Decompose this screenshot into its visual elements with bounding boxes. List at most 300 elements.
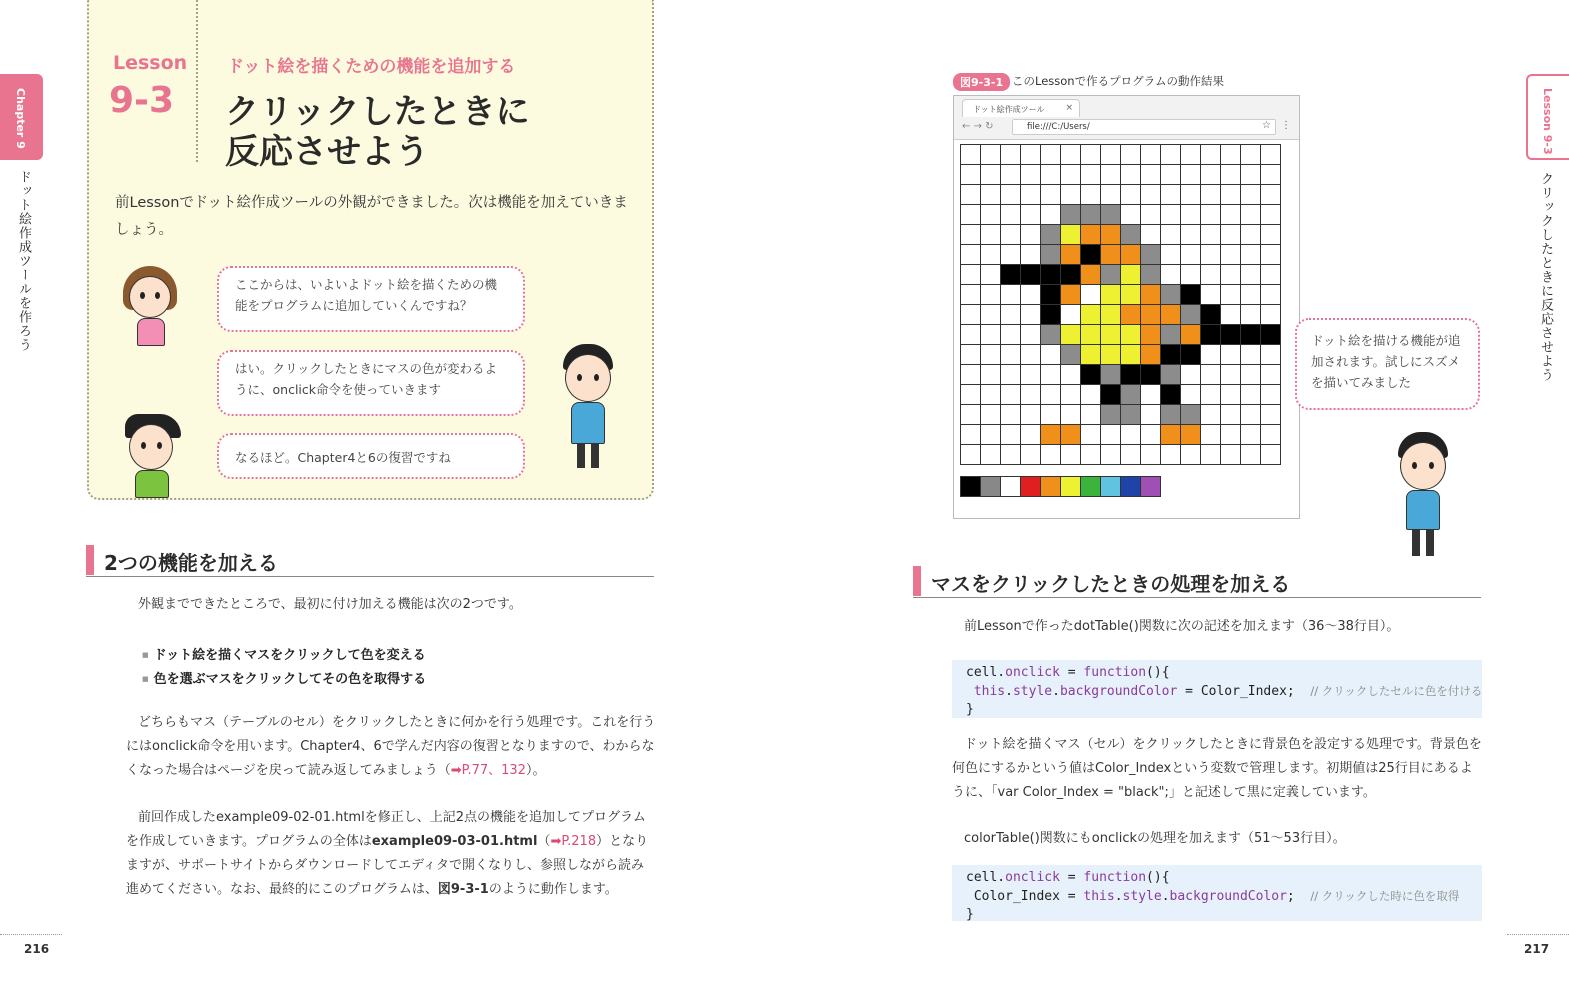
grid-cell[interactable]	[1221, 425, 1241, 445]
grid-cell[interactable]	[1161, 145, 1181, 165]
grid-cell[interactable]	[1181, 265, 1201, 285]
grid-cell[interactable]	[1061, 225, 1081, 245]
grid-cell[interactable]	[1121, 245, 1141, 265]
grid-cell[interactable]	[981, 365, 1001, 385]
grid-cell[interactable]	[1081, 405, 1101, 425]
palette-swatch[interactable]	[1081, 477, 1101, 497]
grid-cell[interactable]	[1181, 245, 1201, 265]
grid-cell[interactable]	[1101, 325, 1121, 345]
grid-cell[interactable]	[1161, 225, 1181, 245]
grid-cell[interactable]	[1241, 305, 1261, 325]
grid-cell[interactable]	[1021, 325, 1041, 345]
grid-cell[interactable]	[981, 285, 1001, 305]
page-reference-link[interactable]: ➡P.77、132	[450, 763, 526, 778]
grid-cell[interactable]	[1061, 325, 1081, 345]
grid-cell[interactable]	[1201, 305, 1221, 325]
palette-swatch[interactable]	[1141, 477, 1161, 497]
grid-cell[interactable]	[1001, 165, 1021, 185]
grid-cell[interactable]	[1121, 265, 1141, 285]
grid-cell[interactable]	[1141, 145, 1161, 165]
grid-cell[interactable]	[1241, 365, 1261, 385]
grid-cell[interactable]	[1001, 405, 1021, 425]
lesson-word: Lesson	[113, 52, 188, 74]
grid-cell[interactable]	[1101, 245, 1121, 265]
grid-cell[interactable]	[1221, 185, 1241, 205]
grid-cell[interactable]	[1241, 165, 1261, 185]
grid-cell[interactable]	[1241, 205, 1261, 225]
grid-cell[interactable]	[1121, 425, 1141, 445]
grid-cell[interactable]	[1141, 385, 1161, 405]
grid-cell[interactable]	[1181, 165, 1201, 185]
grid-cell[interactable]	[1201, 385, 1221, 405]
grid-cell[interactable]	[1201, 445, 1221, 465]
grid-cell[interactable]	[1081, 305, 1101, 325]
grid-cell[interactable]	[1021, 145, 1041, 165]
grid-cell[interactable]	[981, 185, 1001, 205]
code-block	[952, 865, 1482, 921]
grid-cell[interactable]	[1261, 385, 1281, 405]
grid-cell[interactable]	[1101, 305, 1121, 325]
grid-cell[interactable]	[1001, 325, 1021, 345]
grid-cell[interactable]	[1001, 305, 1021, 325]
grid-cell[interactable]	[1221, 325, 1241, 345]
grid-cell[interactable]	[1261, 285, 1281, 305]
palette-swatch[interactable]	[1001, 477, 1021, 497]
grid-cell[interactable]	[981, 245, 1001, 265]
palette-swatch[interactable]	[1061, 477, 1081, 497]
lesson-divider	[196, 0, 198, 162]
code-comment: // クリックした時に色を取得	[1310, 889, 1460, 903]
grid-cell[interactable]	[961, 185, 981, 205]
grid-cell[interactable]	[1101, 225, 1121, 245]
grid-cell[interactable]	[1141, 445, 1161, 465]
grid-cell[interactable]	[1021, 405, 1041, 425]
grid-cell[interactable]	[1061, 285, 1081, 305]
grid-cell[interactable]	[1001, 205, 1021, 225]
grid-cell[interactable]	[1041, 285, 1061, 305]
grid-cell[interactable]	[1101, 145, 1121, 165]
page-reference-link[interactable]: ➡P.218	[550, 834, 597, 849]
grid-cell[interactable]	[1141, 225, 1161, 245]
browser-tab[interactable]	[962, 99, 1080, 117]
grid-cell[interactable]	[981, 345, 1001, 365]
grid-cell[interactable]	[1181, 345, 1201, 365]
grid-cell[interactable]	[1121, 405, 1141, 425]
grid-cell[interactable]	[1041, 265, 1061, 285]
code-comment: // クリックしたセルに色を付ける	[1310, 684, 1483, 698]
grid-cell[interactable]	[1041, 205, 1061, 225]
grid-cell[interactable]	[961, 425, 981, 445]
grid-cell[interactable]	[1061, 385, 1081, 405]
grid-cell[interactable]	[1141, 185, 1161, 205]
grid-cell[interactable]	[1261, 165, 1281, 185]
grid-cell[interactable]	[961, 285, 981, 305]
grid-cell[interactable]	[1061, 165, 1081, 185]
grid-cell[interactable]	[1121, 185, 1141, 205]
grid-cell[interactable]	[961, 245, 981, 265]
grid-cell[interactable]	[1121, 145, 1141, 165]
reload-icon[interactable]: ↻	[985, 121, 994, 132]
section-heading-text: 2つの機能を加える	[104, 551, 278, 575]
grid-cell[interactable]	[1101, 445, 1121, 465]
grid-cell[interactable]	[1181, 285, 1201, 305]
grid-cell[interactable]	[1221, 285, 1241, 305]
star-icon[interactable]: ☆	[1262, 120, 1271, 131]
lesson-side-title: クリックしたときに反応させよう	[1538, 172, 1553, 382]
grid-cell[interactable]	[1141, 305, 1161, 325]
code-block	[952, 660, 1482, 718]
grid-cell[interactable]	[1201, 365, 1221, 385]
grid-cell[interactable]	[1141, 265, 1161, 285]
palette-swatch[interactable]	[1021, 477, 1041, 497]
grid-cell[interactable]	[981, 325, 1001, 345]
grid-cell[interactable]	[1161, 365, 1181, 385]
grid-cell[interactable]	[1241, 345, 1261, 365]
grid-cell[interactable]	[1161, 345, 1181, 365]
grid-cell[interactable]	[1241, 405, 1261, 425]
grid-cell[interactable]	[981, 145, 1001, 165]
grid-cell[interactable]	[1261, 325, 1281, 345]
grid-cell[interactable]	[1241, 425, 1261, 445]
lesson-tab-label: Lesson 9-3	[1541, 88, 1554, 155]
grid-cell[interactable]	[1021, 285, 1041, 305]
grid-cell[interactable]	[1181, 445, 1201, 465]
grid-cell[interactable]	[961, 385, 981, 405]
menu-icon[interactable]: ⋮	[1281, 120, 1291, 131]
grid-cell[interactable]	[1221, 205, 1241, 225]
grid-cell[interactable]	[1181, 305, 1201, 325]
grid-cell[interactable]	[1221, 405, 1241, 425]
paragraph-text: ）となりますが、サポートサイトからダウンロードしてエディタで開くなりし、参照しながら読み進めてください。なお、最終的にこのプログラムは、	[126, 834, 649, 897]
grid-cell[interactable]	[1261, 345, 1281, 365]
grid-cell[interactable]	[1001, 265, 1021, 285]
grid-cell[interactable]	[1161, 445, 1181, 465]
grid-cell[interactable]	[1221, 345, 1241, 365]
grid-cell[interactable]	[1261, 425, 1281, 445]
paragraph-text: のように動作します。	[488, 882, 618, 897]
grid-cell[interactable]	[1081, 445, 1101, 465]
grid-cell[interactable]	[1221, 265, 1241, 285]
grid-cell[interactable]	[961, 225, 981, 245]
grid-cell[interactable]	[1181, 385, 1201, 405]
grid-cell[interactable]	[1041, 185, 1061, 205]
grid-cell[interactable]	[961, 305, 981, 325]
grid-cell[interactable]	[1261, 265, 1281, 285]
grid-cell[interactable]	[1081, 365, 1101, 385]
grid-cell[interactable]	[1121, 385, 1141, 405]
grid-cell[interactable]	[1181, 325, 1201, 345]
grid-cell[interactable]	[1161, 405, 1181, 425]
grid-cell[interactable]	[981, 205, 1001, 225]
paragraph	[126, 806, 656, 902]
grid-cell[interactable]	[1041, 345, 1061, 365]
grid-cell[interactable]	[1161, 245, 1181, 265]
grid-cell[interactable]	[1261, 245, 1281, 265]
grid-cell[interactable]	[961, 405, 981, 425]
grid-cell[interactable]	[961, 145, 981, 165]
grid-cell[interactable]	[1081, 145, 1101, 165]
page-divider	[1507, 934, 1569, 935]
grid-cell[interactable]	[1241, 325, 1261, 345]
grid-cell[interactable]	[1121, 165, 1141, 185]
grid-cell[interactable]	[1061, 445, 1081, 465]
file-name: example09-03-01.html	[371, 834, 538, 849]
grid-cell[interactable]	[981, 385, 1001, 405]
grid-cell[interactable]	[1141, 405, 1161, 425]
address-text: file:///C:/Users/	[1027, 122, 1090, 132]
grid-cell[interactable]	[1081, 285, 1101, 305]
palette-swatch[interactable]	[1121, 477, 1141, 497]
grid-cell[interactable]	[1121, 205, 1141, 225]
grid-cell[interactable]	[1041, 365, 1061, 385]
grid-cell[interactable]	[1241, 265, 1261, 285]
grid-cell[interactable]	[1241, 185, 1261, 205]
grid-cell[interactable]	[1021, 225, 1041, 245]
grid-cell[interactable]	[1001, 145, 1021, 165]
grid-cell[interactable]	[961, 325, 981, 345]
grid-cell[interactable]	[981, 265, 1001, 285]
grid-cell[interactable]	[1121, 345, 1141, 365]
grid-cell[interactable]	[1001, 365, 1021, 385]
grid-cell[interactable]	[1101, 405, 1121, 425]
grid-cell[interactable]	[1021, 185, 1041, 205]
grid-cell[interactable]	[1081, 385, 1101, 405]
grid-cell[interactable]	[1041, 385, 1061, 405]
grid-cell[interactable]	[1241, 445, 1261, 465]
grid-cell[interactable]	[1261, 305, 1281, 325]
grid-cell[interactable]	[1181, 405, 1201, 425]
lesson-subtitle: ドット絵を描くための機能を追加する	[227, 57, 516, 77]
grid-cell[interactable]	[1141, 245, 1161, 265]
code-line: cell.onclick = function(){	[966, 870, 1170, 885]
grid-cell[interactable]	[1041, 325, 1061, 345]
grid-cell[interactable]	[1101, 385, 1121, 405]
grid-cell[interactable]	[1021, 425, 1041, 445]
grid-cell[interactable]	[1061, 365, 1081, 385]
grid-cell[interactable]	[961, 165, 981, 185]
grid-cell[interactable]	[1201, 245, 1221, 265]
grid-cell[interactable]	[1101, 265, 1121, 285]
grid-cell[interactable]	[1141, 325, 1161, 345]
grid-cell[interactable]	[1081, 225, 1101, 245]
grid-cell[interactable]	[1021, 365, 1041, 385]
grid-cell[interactable]	[981, 165, 1001, 185]
grid-cell[interactable]	[1001, 445, 1021, 465]
grid-cell[interactable]	[1041, 405, 1061, 425]
grid-cell[interactable]	[1201, 145, 1221, 165]
grid-cell[interactable]	[1201, 165, 1221, 185]
grid-cell[interactable]	[1201, 225, 1221, 245]
grid-cell[interactable]	[1161, 425, 1181, 445]
grid-cell[interactable]	[1261, 145, 1281, 165]
grid-cell[interactable]	[1081, 245, 1101, 265]
grid-cell[interactable]	[1121, 325, 1141, 345]
address-bar[interactable]	[1012, 119, 1276, 135]
grid-cell[interactable]	[1261, 225, 1281, 245]
grid-cell[interactable]	[1041, 165, 1061, 185]
grid-cell[interactable]	[1201, 325, 1221, 345]
grid-cell[interactable]	[1041, 425, 1061, 445]
grid-cell[interactable]	[1061, 305, 1081, 325]
grid-cell[interactable]	[1161, 385, 1181, 405]
grid-cell[interactable]	[981, 405, 1001, 425]
grid-cell[interactable]	[1061, 345, 1081, 365]
speech-bubble: なるほど。Chapter4と6の復習ですね	[217, 433, 525, 479]
grid-cell[interactable]	[1101, 185, 1121, 205]
paragraph-text: （	[537, 834, 551, 849]
grid-cell[interactable]	[1161, 305, 1181, 325]
grid-cell[interactable]	[1061, 245, 1081, 265]
grid-cell[interactable]	[1021, 165, 1041, 185]
grid-cell[interactable]	[1201, 405, 1221, 425]
grid-cell[interactable]	[1021, 265, 1041, 285]
grid-cell[interactable]	[1201, 345, 1221, 365]
grid-cell[interactable]	[1041, 305, 1061, 325]
grid-cell[interactable]	[1241, 145, 1261, 165]
browser-window	[953, 95, 1300, 519]
grid-cell[interactable]	[1081, 185, 1101, 205]
grid-cell[interactable]	[1061, 405, 1081, 425]
grid-cell[interactable]	[1121, 225, 1141, 245]
grid-cell[interactable]	[1061, 205, 1081, 225]
grid-cell[interactable]	[1241, 385, 1261, 405]
grid-cell[interactable]	[1021, 385, 1041, 405]
code-line: Color_Index = this.style.backgroundColor; // クリックした時に色を取得	[966, 889, 1460, 904]
grid-cell[interactable]	[1181, 205, 1201, 225]
grid-cell[interactable]	[1201, 205, 1221, 225]
grid-cell[interactable]	[1261, 405, 1281, 425]
grid-cell[interactable]	[1081, 325, 1101, 345]
grid-cell[interactable]	[1061, 185, 1081, 205]
grid-cell[interactable]	[1261, 185, 1281, 205]
grid-cell[interactable]	[961, 365, 981, 385]
grid-cell[interactable]	[1221, 165, 1241, 185]
grid-cell[interactable]	[961, 445, 981, 465]
grid-cell[interactable]	[1021, 345, 1041, 365]
grid-cell[interactable]	[1141, 165, 1161, 185]
grid-cell[interactable]	[1221, 385, 1241, 405]
grid-cell[interactable]	[1201, 285, 1221, 305]
grid-cell[interactable]	[1001, 185, 1021, 205]
grid-cell[interactable]	[1021, 445, 1041, 465]
grid-cell[interactable]	[1181, 145, 1201, 165]
grid-cell[interactable]	[1161, 325, 1181, 345]
forward-icon[interactable]: →	[973, 121, 982, 132]
paragraph	[126, 711, 656, 783]
grid-cell[interactable]	[1241, 285, 1261, 305]
grid-cell[interactable]	[1061, 145, 1081, 165]
grid-cell[interactable]	[1181, 185, 1201, 205]
lesson-box	[87, 0, 654, 500]
grid-cell[interactable]	[1121, 365, 1141, 385]
grid-cell[interactable]	[1221, 365, 1241, 385]
grid-cell[interactable]	[1081, 345, 1101, 365]
grid-cell[interactable]	[1161, 185, 1181, 205]
grid-cell[interactable]	[1001, 425, 1021, 445]
grid-cell[interactable]	[1061, 425, 1081, 445]
grid-cell[interactable]	[1021, 305, 1041, 325]
grid-cell[interactable]	[1001, 225, 1021, 245]
grid-cell[interactable]	[981, 305, 1001, 325]
paragraph: colorTable()関数にもonclickの処理を加えます（51～53行目）。	[964, 831, 1346, 846]
grid-cell[interactable]	[1181, 425, 1201, 445]
grid-cell[interactable]	[1221, 225, 1241, 245]
grid-cell[interactable]	[1201, 185, 1221, 205]
grid-cell[interactable]	[1001, 285, 1021, 305]
grid-cell[interactable]	[1241, 225, 1261, 245]
grid-cell[interactable]	[1221, 445, 1241, 465]
grid-cell[interactable]	[1161, 205, 1181, 225]
palette-swatch[interactable]	[1101, 477, 1121, 497]
grid-cell[interactable]	[1141, 205, 1161, 225]
close-icon[interactable]: ×	[1065, 103, 1073, 113]
grid-cell[interactable]	[1221, 305, 1241, 325]
grid-cell[interactable]	[1221, 145, 1241, 165]
grid-cell[interactable]	[1021, 245, 1041, 265]
palette-swatch[interactable]	[981, 477, 1001, 497]
grid-cell[interactable]	[981, 225, 1001, 245]
grid-cell[interactable]	[1181, 365, 1201, 385]
grid-cell[interactable]	[1161, 265, 1181, 285]
grid-cell[interactable]	[1121, 445, 1141, 465]
grid-cell[interactable]	[1001, 385, 1021, 405]
grid-cell[interactable]	[1141, 425, 1161, 445]
grid-cell[interactable]	[1101, 285, 1121, 305]
grid-cell[interactable]	[1021, 205, 1041, 225]
grid-cell[interactable]	[1261, 365, 1281, 385]
grid-cell[interactable]	[1141, 345, 1161, 365]
grid-cell[interactable]	[1101, 345, 1121, 365]
grid-cell[interactable]	[1081, 205, 1101, 225]
grid-cell[interactable]	[1041, 445, 1061, 465]
grid-cell[interactable]	[1241, 245, 1261, 265]
grid-cell[interactable]	[1081, 265, 1101, 285]
palette-swatch[interactable]	[1041, 477, 1061, 497]
grid-cell[interactable]	[1101, 425, 1121, 445]
grid-cell[interactable]	[1181, 225, 1201, 245]
grid-cell[interactable]	[1161, 165, 1181, 185]
grid-cell[interactable]	[1101, 165, 1121, 185]
palette-swatch[interactable]	[961, 477, 981, 497]
grid-cell[interactable]	[1201, 265, 1221, 285]
grid-cell[interactable]	[1221, 245, 1241, 265]
grid-cell[interactable]	[1041, 225, 1061, 245]
grid-cell[interactable]	[1141, 285, 1161, 305]
back-icon[interactable]: ←	[962, 121, 971, 132]
grid-cell[interactable]	[1201, 425, 1221, 445]
grid-cell[interactable]	[1141, 365, 1161, 385]
grid-cell[interactable]	[1161, 285, 1181, 305]
grid-cell[interactable]	[1081, 425, 1101, 445]
grid-cell[interactable]	[1081, 165, 1101, 185]
grid-cell[interactable]	[1061, 265, 1081, 285]
grid-cell[interactable]	[1041, 145, 1061, 165]
grid-cell[interactable]	[961, 345, 981, 365]
grid-cell[interactable]	[1101, 205, 1121, 225]
grid-cell[interactable]	[981, 425, 1001, 445]
grid-cell[interactable]	[1261, 445, 1281, 465]
grid-cell[interactable]	[981, 445, 1001, 465]
grid-cell[interactable]	[1121, 305, 1141, 325]
grid-cell[interactable]	[961, 205, 981, 225]
grid-cell[interactable]	[1001, 345, 1021, 365]
grid-cell[interactable]	[1001, 245, 1021, 265]
grid-cell[interactable]	[961, 265, 981, 285]
grid-cell[interactable]	[1121, 285, 1141, 305]
grid-cell[interactable]	[1261, 205, 1281, 225]
grid-cell[interactable]	[1101, 365, 1121, 385]
grid-cell[interactable]	[1041, 245, 1061, 265]
